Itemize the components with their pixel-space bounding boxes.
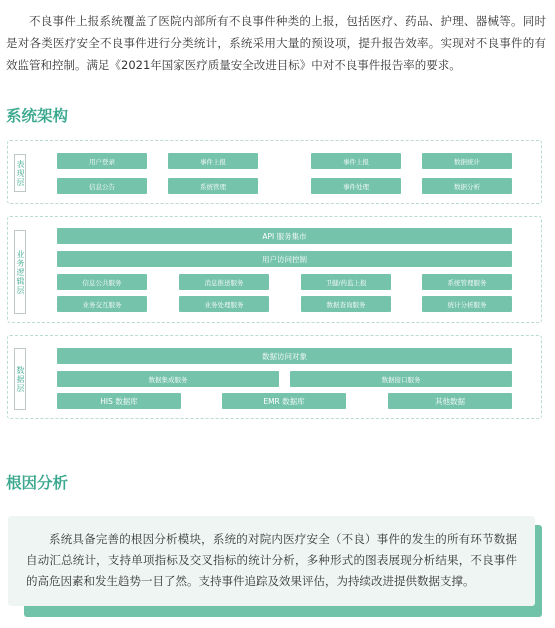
logic-service-box: 统计分析服务 [422, 296, 512, 312]
business-logic-layer-label: 业务逻辑层 [14, 230, 26, 314]
logic-service-box: 系统管理服务 [422, 274, 512, 290]
api-service-bar: API 服务集市 [57, 228, 512, 244]
intro-paragraph: 不良事件上报系统覆盖了医院内部所有不良事件种类的上报，包括医疗、药品、护理、器械等。同时是对各类医疗安全不良事件进行分类统计，系统采用大量的预设项，提升报告效率。实现对不良事件的有效监管和控制。满足《2021年国家医疗质量安全改进目标》中对不良事件报告率的要求。 [6, 14, 546, 72]
logic-service-box: 信息公共服务 [57, 274, 147, 290]
architecture-section-title: 系统架构 [6, 107, 69, 125]
logic-service-box: 业务交互服务 [57, 296, 147, 312]
data-service-box: 数据集成服务 [57, 371, 279, 387]
data-access-bar: 数据访问对象 [57, 348, 512, 364]
root-cause-paragraph: 系统具备完善的根因分析模块，系统的对院内医疗安全（不良）事件的发生的所有环节数据自动汇总统计，支持单项指标及交叉指标的统计分析，多种形式的图表展现分析结果，不良事件的高危因素和发生趋势一目了然。支持事件追踪及效果评估，为持续改进提供数据支撑。 [26, 532, 517, 588]
access-control-bar: 用户访问控制 [57, 251, 512, 267]
presentation-box: 数据分析 [422, 178, 512, 194]
data-layer-label: 数据层 [14, 348, 26, 410]
logic-service-box: 业务处理服务 [179, 296, 269, 312]
presentation-box: 用户登录 [57, 153, 147, 169]
root-cause-card [8, 516, 535, 606]
presentation-box: 事件上报 [311, 153, 401, 169]
presentation-box: 数据统计 [422, 153, 512, 169]
database-box: HIS 数据库 [57, 393, 181, 409]
data-service-box: 数据接口服务 [290, 371, 512, 387]
presentation-box: 事件处理 [311, 178, 401, 194]
root-cause-section-title: 根因分析 [6, 474, 69, 492]
presentation-layer-label: 表现层 [14, 154, 26, 192]
database-box: 其他数据 [388, 393, 512, 409]
logic-service-box: 消息推送服务 [179, 274, 269, 290]
presentation-box: 信息公告 [57, 178, 147, 194]
database-box: EMR 数据库 [222, 393, 346, 409]
business-logic-layer [7, 216, 542, 323]
logic-service-box: 数据查询服务 [301, 296, 391, 312]
logic-service-box: 卫健/药监上报 [301, 274, 391, 290]
data-layer [7, 335, 542, 419]
presentation-box: 事件上报 [168, 153, 258, 169]
presentation-layer [7, 140, 542, 204]
presentation-box: 系统管理 [168, 178, 258, 194]
